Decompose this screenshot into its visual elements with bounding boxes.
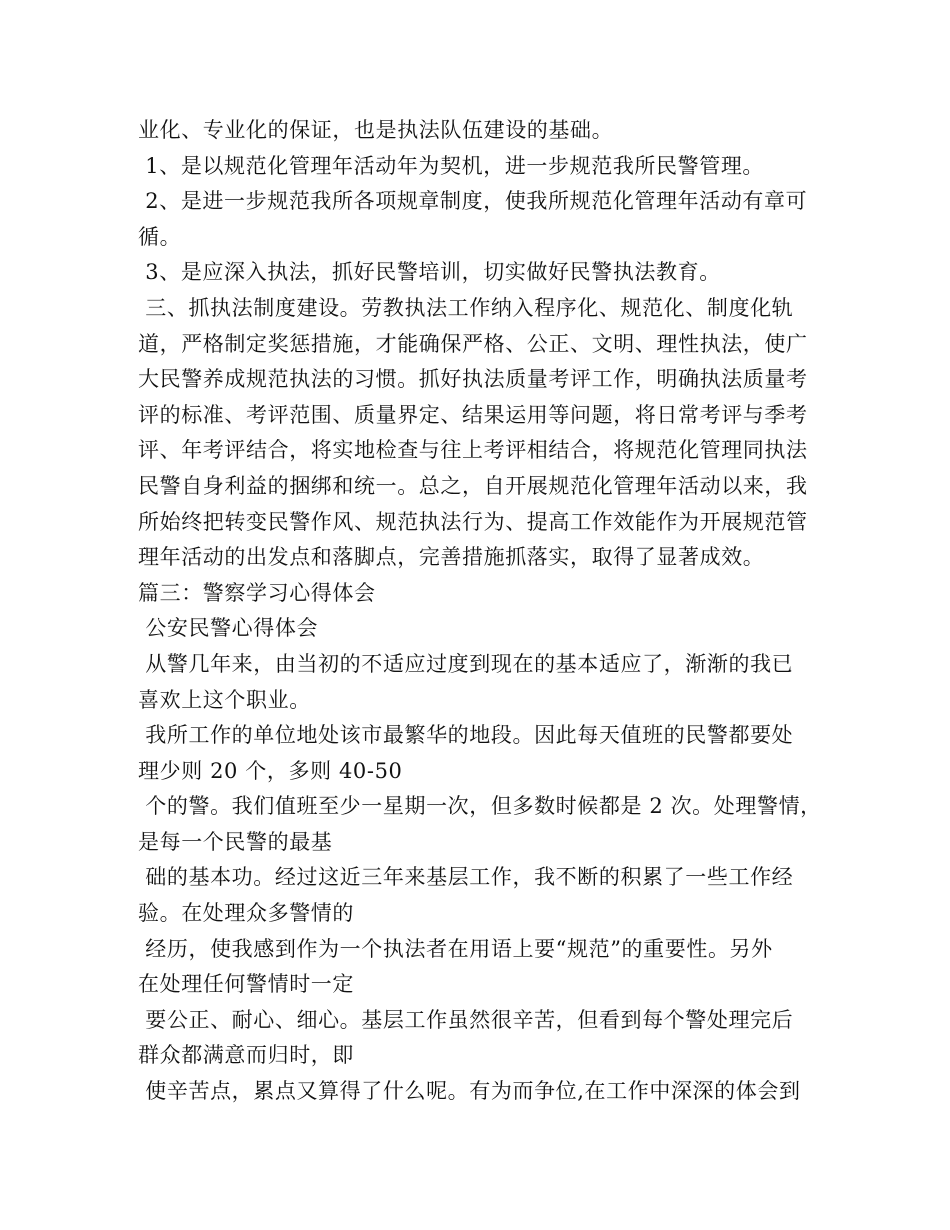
section-heading: 篇三：警察学习心得体会 <box>138 580 376 605</box>
text-line: 在处理任何警情时一定 <box>138 972 354 997</box>
text-line: 要公正、耐心、细心。基层工作虽然很辛苦，但看到每个警处理完后 <box>138 1007 794 1032</box>
text-line: 3、是应深入执法，抓好民警培训，切实做好民警执法教育。 <box>138 260 721 285</box>
text-line: 业化、专业化的保证，也是执法队伍建设的基础。 <box>138 118 614 142</box>
text-line: 是每一个民警的最基 <box>138 829 333 854</box>
text-line: 三、抓执法制度建设。劳教执法工作纳入程序化、规范化、制度化轨 <box>138 295 794 320</box>
text-line: 使辛苦点，累点又算得了什么呢。有为而争位,在工作中深深的体会到 <box>138 1079 801 1104</box>
text-line: 验。在处理众多警情的 <box>138 901 354 926</box>
text-line: 1、是以规范化管理年活动年为契机，进一步规范我所民警管理。 <box>138 153 765 178</box>
text-line: 个的警。我们值班至少一星期一次，但多数时候都是 2 次。处理警情， <box>138 794 822 819</box>
text-line: 我所工作的单位地处该市最繁华的地段。因此每天值班的民警都要处 <box>138 723 794 748</box>
article-title: 公安民警心得体会 <box>138 616 319 641</box>
text-line: 评、年考评结合，将实地检查与往上考评相结合，将规范化管理同执法 <box>138 438 808 463</box>
text-line: 民警自身利益的捆绑和统一。总之，自开展规范化管理年活动以来，我 <box>138 473 808 498</box>
text-line: 群众都满意而归时，即 <box>138 1043 354 1068</box>
text-line: 所始终把转变民警作风、规范执法行为、提高工作效能作为开展规范管 <box>138 509 808 534</box>
text-line: 喜欢上这个职业。 <box>138 687 311 712</box>
text-line: 理年活动的出发点和落脚点，完善措施抓落实，取得了显著成效。 <box>138 545 765 570</box>
text-line: 循。 <box>138 224 182 249</box>
text-line: 理少则 20 个，多则 40-50 <box>138 758 403 783</box>
text-line: 道，严格制定奖惩措施，才能确保严格、公正、文明、理性执法，使广 <box>138 331 808 356</box>
text-line: 从警几年来，由当初的不适应过度到现在的基本适应了，渐渐的我已 <box>138 651 794 676</box>
text-line: 评的标准、考评范围、质量界定、结果运用等问题，将日常考评与季考 <box>138 402 808 427</box>
text-line: 经历，使我感到作为一个执法者在用语上要“规范”的重要性。另外 <box>138 936 773 961</box>
text-line: 大民警养成规范执法的习惯。抓好执法质量考评工作，明确执法质量考 <box>138 367 808 392</box>
text-line: 2、是进一步规范我所各项规章制度，使我所规范化管理年活动有章可 <box>138 189 808 214</box>
document-body <box>138 113 828 1110</box>
text-line: 础的基本功。经过这近三年来基层工作，我不断的积累了一些工作经 <box>138 865 794 890</box>
